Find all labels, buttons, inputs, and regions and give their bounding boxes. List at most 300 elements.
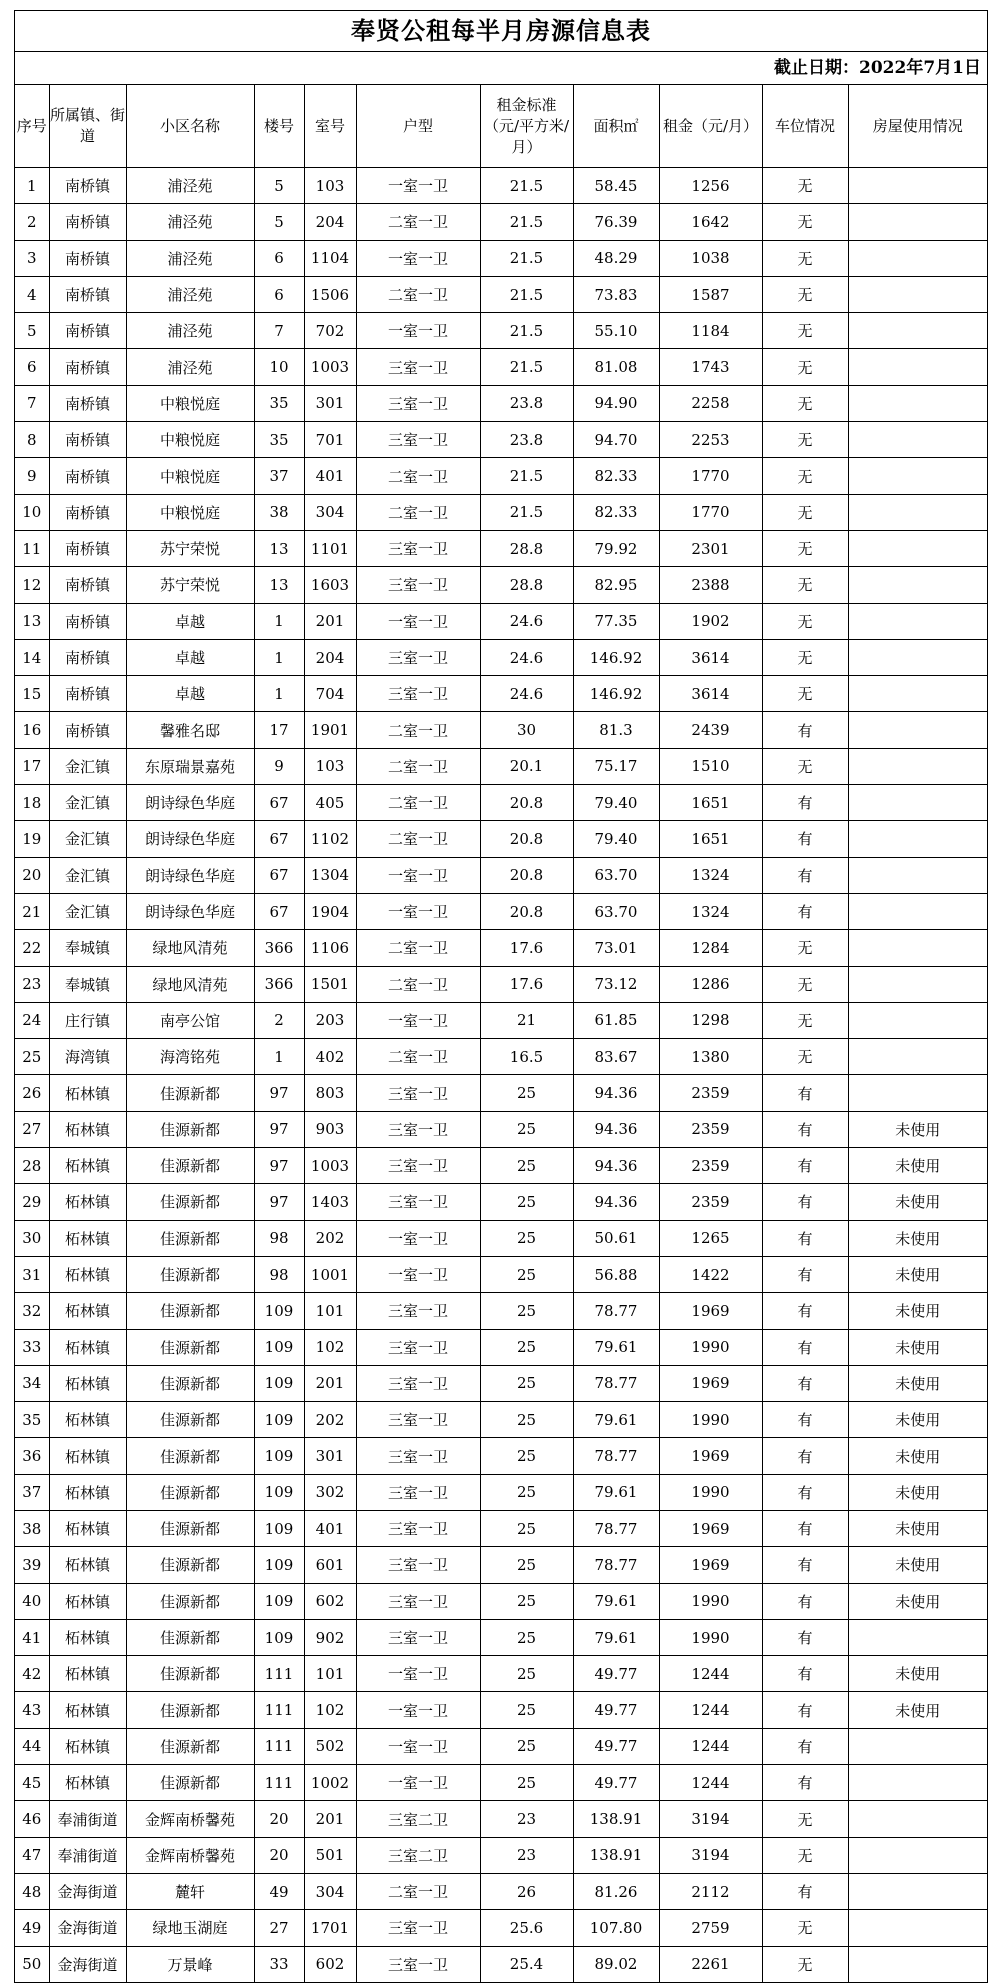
cell-town: 南桥镇 (49, 276, 126, 312)
cell-layout: 三室二卫 (356, 1801, 480, 1837)
cell-room: 204 (304, 204, 356, 240)
cell-usage: 未使用 (848, 1656, 987, 1692)
cell-rent-rate: 23 (480, 1837, 573, 1873)
cell-area: 94.36 (573, 1148, 659, 1184)
cell-rent-rate: 20.8 (480, 893, 573, 929)
cell-town: 柘林镇 (49, 1547, 126, 1583)
cell-community: 佳源新都 (126, 1510, 254, 1546)
table-row (15, 676, 987, 712)
table-row (15, 857, 987, 893)
cell-layout: 一室一卫 (356, 893, 480, 929)
table-row (15, 1837, 987, 1873)
cell-building: 109 (254, 1438, 304, 1474)
cell-building: 5 (254, 204, 304, 240)
cell-rent: 1902 (659, 603, 762, 639)
cell-building: 20 (254, 1801, 304, 1837)
cell-rent-rate: 24.6 (480, 603, 573, 639)
cell-building: 109 (254, 1365, 304, 1401)
cell-layout: 二室一卫 (356, 748, 480, 784)
cell-town: 南桥镇 (49, 603, 126, 639)
cell-area: 49.77 (573, 1728, 659, 1764)
cell-rent: 1265 (659, 1220, 762, 1256)
cell-rent-rate: 25 (480, 1329, 573, 1365)
cell-rent: 2359 (659, 1075, 762, 1111)
cell-index: 31 (15, 1256, 49, 1292)
cell-town: 南桥镇 (49, 204, 126, 240)
cell-index: 49 (15, 1910, 49, 1946)
cell-rent: 1990 (659, 1619, 762, 1655)
cell-parking: 有 (762, 1220, 848, 1256)
cell-room: 501 (304, 1837, 356, 1873)
cell-room: 701 (304, 422, 356, 458)
cell-building: 67 (254, 857, 304, 893)
cell-building: 5 (254, 168, 304, 204)
cell-rent-rate: 25 (480, 1256, 573, 1292)
cell-area: 81.26 (573, 1873, 659, 1909)
cell-building: 1 (254, 603, 304, 639)
cell-layout: 三室一卫 (356, 567, 480, 603)
cell-building: 109 (254, 1547, 304, 1583)
cell-parking: 无 (762, 1002, 848, 1038)
cell-layout: 三室一卫 (356, 1402, 480, 1438)
cell-layout: 二室一卫 (356, 966, 480, 1002)
cell-parking: 有 (762, 1256, 848, 1292)
cell-building: 109 (254, 1329, 304, 1365)
cell-usage: 未使用 (848, 1438, 987, 1474)
cell-rent-rate: 24.6 (480, 639, 573, 675)
cell-rent: 1743 (659, 349, 762, 385)
cell-rent: 2359 (659, 1148, 762, 1184)
cell-room: 102 (304, 1329, 356, 1365)
cell-town: 柘林镇 (49, 1692, 126, 1728)
cell-room: 402 (304, 1039, 356, 1075)
cell-parking: 无 (762, 676, 848, 712)
cell-parking: 有 (762, 712, 848, 748)
cell-room: 602 (304, 1946, 356, 1982)
table-row (15, 349, 987, 385)
cell-rent: 1422 (659, 1256, 762, 1292)
cell-community: 金辉南桥馨苑 (126, 1837, 254, 1873)
cell-area: 58.45 (573, 168, 659, 204)
cell-layout: 三室一卫 (356, 422, 480, 458)
cell-town: 柘林镇 (49, 1510, 126, 1546)
cell-building: 35 (254, 422, 304, 458)
cell-layout: 一室一卫 (356, 1256, 480, 1292)
cell-community: 佳源新都 (126, 1656, 254, 1692)
cell-town: 金汇镇 (49, 893, 126, 929)
cell-building: 109 (254, 1474, 304, 1510)
cell-rent-rate: 25 (480, 1111, 573, 1147)
cell-town: 庄行镇 (49, 1002, 126, 1038)
cell-community: 苏宁荣悦 (126, 530, 254, 566)
cutoff-date: 截止日期：2022年7月1日 (15, 52, 987, 85)
table-row (15, 603, 987, 639)
cell-town: 柘林镇 (49, 1075, 126, 1111)
cell-area: 78.77 (573, 1510, 659, 1546)
cell-parking: 无 (762, 1910, 848, 1946)
cell-parking: 有 (762, 821, 848, 857)
cell-layout: 三室二卫 (356, 1837, 480, 1873)
cell-building: 13 (254, 530, 304, 566)
cell-parking: 无 (762, 422, 848, 458)
cell-community: 绿地玉湖庭 (126, 1910, 254, 1946)
cell-rent-rate: 17.6 (480, 930, 573, 966)
cell-rent-rate: 25 (480, 1656, 573, 1692)
cell-usage (848, 1801, 987, 1837)
cell-area: 78.77 (573, 1365, 659, 1401)
cell-layout: 二室一卫 (356, 494, 480, 530)
table-row (15, 639, 987, 675)
cell-rent: 2359 (659, 1111, 762, 1147)
cell-town: 奉浦街道 (49, 1801, 126, 1837)
cell-index: 36 (15, 1438, 49, 1474)
header-parking: 车位情况 (762, 85, 848, 168)
cell-parking: 无 (762, 530, 848, 566)
table-row (15, 1801, 987, 1837)
table-row (15, 1474, 987, 1510)
cell-layout: 三室一卫 (356, 1148, 480, 1184)
cell-town: 柘林镇 (49, 1184, 126, 1220)
cell-index: 42 (15, 1656, 49, 1692)
cell-building: 109 (254, 1293, 304, 1329)
cell-rent-rate: 25 (480, 1075, 573, 1111)
cell-rent-rate: 21.5 (480, 313, 573, 349)
cell-community: 朗诗绿色华庭 (126, 893, 254, 929)
cell-rent-rate: 28.8 (480, 567, 573, 603)
table-row (15, 1184, 987, 1220)
cell-usage (848, 349, 987, 385)
cell-room: 1001 (304, 1256, 356, 1292)
cell-index: 47 (15, 1837, 49, 1873)
cell-parking: 无 (762, 603, 848, 639)
cell-layout: 三室一卫 (356, 385, 480, 421)
cell-usage (848, 1910, 987, 1946)
header-index: 序号 (15, 85, 49, 168)
cell-building: 67 (254, 821, 304, 857)
cell-index: 4 (15, 276, 49, 312)
cell-community: 馨雅名邸 (126, 712, 254, 748)
cell-town: 奉浦街道 (49, 1837, 126, 1873)
table-row (15, 530, 987, 566)
cell-town: 奉城镇 (49, 930, 126, 966)
table-row (15, 1656, 987, 1692)
table-row (15, 1075, 987, 1111)
cell-usage: 未使用 (848, 1220, 987, 1256)
cell-community: 佳源新都 (126, 1075, 254, 1111)
cell-layout: 二室一卫 (356, 821, 480, 857)
cell-usage (848, 893, 987, 929)
cell-parking: 有 (762, 1365, 848, 1401)
header-town: 所属镇、街道 (49, 85, 126, 168)
cell-area: 48.29 (573, 240, 659, 276)
cell-rent: 1244 (659, 1728, 762, 1764)
header-room: 室号 (304, 85, 356, 168)
cell-town: 金汇镇 (49, 857, 126, 893)
cell-rent: 1286 (659, 966, 762, 1002)
cell-community: 海湾铭苑 (126, 1039, 254, 1075)
cell-room: 101 (304, 1656, 356, 1692)
cell-community: 卓越 (126, 639, 254, 675)
cell-rent: 2759 (659, 1910, 762, 1946)
cell-parking: 无 (762, 349, 848, 385)
cell-rent: 1244 (659, 1692, 762, 1728)
cell-rent: 1969 (659, 1510, 762, 1546)
cell-rent-rate: 21.5 (480, 204, 573, 240)
cell-room: 304 (304, 1873, 356, 1909)
cell-rent: 1651 (659, 785, 762, 821)
cell-room: 103 (304, 748, 356, 784)
cell-rent-rate: 26 (480, 1873, 573, 1909)
cell-layout: 一室一卫 (356, 1765, 480, 1801)
cell-layout: 三室一卫 (356, 349, 480, 385)
cell-layout: 一室一卫 (356, 1656, 480, 1692)
cell-community: 卓越 (126, 603, 254, 639)
table-row (15, 1329, 987, 1365)
cell-rent: 3614 (659, 676, 762, 712)
cell-community: 绿地风清苑 (126, 930, 254, 966)
header-row (15, 85, 987, 168)
cell-usage (848, 930, 987, 966)
cell-town: 南桥镇 (49, 458, 126, 494)
cell-rent: 1770 (659, 458, 762, 494)
cell-area: 76.39 (573, 204, 659, 240)
table-row (15, 458, 987, 494)
cell-index: 21 (15, 893, 49, 929)
cell-rent-rate: 30 (480, 712, 573, 748)
cell-town: 南桥镇 (49, 385, 126, 421)
cell-community: 中粮悦庭 (126, 458, 254, 494)
cell-rent-rate: 25 (480, 1402, 573, 1438)
cell-area: 49.77 (573, 1692, 659, 1728)
cell-room: 702 (304, 313, 356, 349)
table-row (15, 1438, 987, 1474)
cell-parking: 无 (762, 1039, 848, 1075)
cell-parking: 有 (762, 1619, 848, 1655)
cell-town: 金海街道 (49, 1873, 126, 1909)
cell-usage (848, 712, 987, 748)
cell-rent-rate: 21.5 (480, 276, 573, 312)
table-row (15, 1873, 987, 1909)
cell-town: 南桥镇 (49, 712, 126, 748)
cell-community: 佳源新都 (126, 1148, 254, 1184)
cell-usage (848, 748, 987, 784)
cell-layout: 一室一卫 (356, 1728, 480, 1764)
table-row (15, 1547, 987, 1583)
cell-usage: 未使用 (848, 1293, 987, 1329)
cell-building: 17 (254, 712, 304, 748)
cell-rent-rate: 25 (480, 1220, 573, 1256)
cell-usage (848, 168, 987, 204)
cell-building: 13 (254, 567, 304, 603)
cell-rent-rate: 25 (480, 1692, 573, 1728)
cell-usage (848, 1837, 987, 1873)
cell-rent: 1587 (659, 276, 762, 312)
table-row (15, 1220, 987, 1256)
cell-area: 94.90 (573, 385, 659, 421)
cell-index: 14 (15, 639, 49, 675)
cell-room: 1003 (304, 349, 356, 385)
cell-building: 97 (254, 1184, 304, 1220)
cell-community: 朗诗绿色华庭 (126, 785, 254, 821)
cell-index: 6 (15, 349, 49, 385)
cell-layout: 二室一卫 (356, 204, 480, 240)
cell-area: 89.02 (573, 1946, 659, 1982)
cell-rent-rate: 25 (480, 1438, 573, 1474)
cell-area: 63.70 (573, 857, 659, 893)
cell-area: 138.91 (573, 1801, 659, 1837)
cell-index: 12 (15, 567, 49, 603)
cell-layout: 三室一卫 (356, 530, 480, 566)
table-row (15, 1910, 987, 1946)
table-row (15, 240, 987, 276)
cell-usage (848, 639, 987, 675)
cell-building: 98 (254, 1220, 304, 1256)
cell-usage (848, 1873, 987, 1909)
cell-index: 30 (15, 1220, 49, 1256)
cell-room: 602 (304, 1583, 356, 1619)
cell-building: 6 (254, 276, 304, 312)
cell-area: 55.10 (573, 313, 659, 349)
cell-index: 13 (15, 603, 49, 639)
cell-area: 79.92 (573, 530, 659, 566)
cell-rent-rate: 21.5 (480, 494, 573, 530)
cell-parking: 无 (762, 1801, 848, 1837)
cell-usage (848, 821, 987, 857)
cell-room: 502 (304, 1728, 356, 1764)
cell-rent-rate: 25 (480, 1293, 573, 1329)
table-row (15, 567, 987, 603)
cell-usage (848, 567, 987, 603)
cell-rent-rate: 21.5 (480, 168, 573, 204)
table-row (15, 1402, 987, 1438)
cell-rent: 1510 (659, 748, 762, 784)
cell-community: 佳源新都 (126, 1438, 254, 1474)
cell-layout: 二室一卫 (356, 785, 480, 821)
cell-index: 8 (15, 422, 49, 458)
cell-rent: 1990 (659, 1402, 762, 1438)
cell-rent: 1324 (659, 857, 762, 893)
cell-rent-rate: 21 (480, 1002, 573, 1038)
cell-room: 803 (304, 1075, 356, 1111)
cell-building: 9 (254, 748, 304, 784)
cell-index: 29 (15, 1184, 49, 1220)
cell-town: 金海街道 (49, 1910, 126, 1946)
cell-area: 81.08 (573, 349, 659, 385)
cell-room: 1304 (304, 857, 356, 893)
cell-usage (848, 530, 987, 566)
cell-town: 柘林镇 (49, 1438, 126, 1474)
cell-room: 601 (304, 1547, 356, 1583)
cell-building: 98 (254, 1256, 304, 1292)
cell-room: 201 (304, 1365, 356, 1401)
cell-room: 1701 (304, 1910, 356, 1946)
cell-parking: 无 (762, 748, 848, 784)
cell-layout: 三室一卫 (356, 1293, 480, 1329)
cell-town: 柘林镇 (49, 1619, 126, 1655)
table-row (15, 1002, 987, 1038)
cell-index: 48 (15, 1873, 49, 1909)
rental-listing-sheet (14, 10, 988, 1983)
cell-parking: 有 (762, 1184, 848, 1220)
cell-rent: 1990 (659, 1583, 762, 1619)
cell-area: 81.3 (573, 712, 659, 748)
cell-index: 17 (15, 748, 49, 784)
cell-community: 万景峰 (126, 1946, 254, 1982)
cell-room: 1501 (304, 966, 356, 1002)
cell-parking: 无 (762, 966, 848, 1002)
cell-building: 111 (254, 1765, 304, 1801)
header-community: 小区名称 (126, 85, 254, 168)
cell-area: 63.70 (573, 893, 659, 929)
cell-area: 94.36 (573, 1184, 659, 1220)
cell-index: 10 (15, 494, 49, 530)
cell-town: 柘林镇 (49, 1148, 126, 1184)
cell-building: 97 (254, 1075, 304, 1111)
cell-rent-rate: 20.8 (480, 821, 573, 857)
cell-room: 1904 (304, 893, 356, 929)
table-row (15, 712, 987, 748)
cell-usage (848, 1765, 987, 1801)
cell-rent-rate: 23 (480, 1801, 573, 1837)
cell-parking: 有 (762, 1510, 848, 1546)
cell-rent-rate: 25 (480, 1510, 573, 1546)
cell-parking: 无 (762, 567, 848, 603)
cell-index: 22 (15, 930, 49, 966)
cell-parking: 无 (762, 1946, 848, 1982)
cell-town: 金汇镇 (49, 748, 126, 784)
cell-building: 38 (254, 494, 304, 530)
cell-town: 金海街道 (49, 1946, 126, 1982)
table-row (15, 313, 987, 349)
cell-area: 73.12 (573, 966, 659, 1002)
cell-building: 109 (254, 1510, 304, 1546)
cell-town: 南桥镇 (49, 422, 126, 458)
cell-room: 1403 (304, 1184, 356, 1220)
cell-index: 33 (15, 1329, 49, 1365)
cell-community: 佳源新都 (126, 1765, 254, 1801)
cell-index: 7 (15, 385, 49, 421)
cell-rent-rate: 21.5 (480, 240, 573, 276)
cell-rent-rate: 25 (480, 1619, 573, 1655)
cell-rent: 1969 (659, 1547, 762, 1583)
cell-parking: 无 (762, 1837, 848, 1873)
cell-community: 浦泾苑 (126, 276, 254, 312)
cell-room: 101 (304, 1293, 356, 1329)
header-rent: 租金（元/月） (659, 85, 762, 168)
cell-usage (848, 1619, 987, 1655)
cell-usage (848, 1039, 987, 1075)
cell-parking: 有 (762, 1111, 848, 1147)
cell-layout: 三室一卫 (356, 1583, 480, 1619)
cell-rent-rate: 25 (480, 1728, 573, 1764)
cell-index: 28 (15, 1148, 49, 1184)
cell-community: 中粮悦庭 (126, 385, 254, 421)
cell-community: 佳源新都 (126, 1293, 254, 1329)
cell-rent: 1651 (659, 821, 762, 857)
cell-rent-rate: 25 (480, 1365, 573, 1401)
listing-table (15, 85, 987, 1983)
cell-town: 南桥镇 (49, 676, 126, 712)
cell-usage (848, 1002, 987, 1038)
cell-layout: 一室一卫 (356, 240, 480, 276)
table-row (15, 893, 987, 929)
cell-index: 18 (15, 785, 49, 821)
cell-parking: 无 (762, 494, 848, 530)
cell-area: 82.33 (573, 494, 659, 530)
cell-rent-rate: 24.6 (480, 676, 573, 712)
cell-building: 37 (254, 458, 304, 494)
header-usage: 房屋使用情况 (848, 85, 987, 168)
